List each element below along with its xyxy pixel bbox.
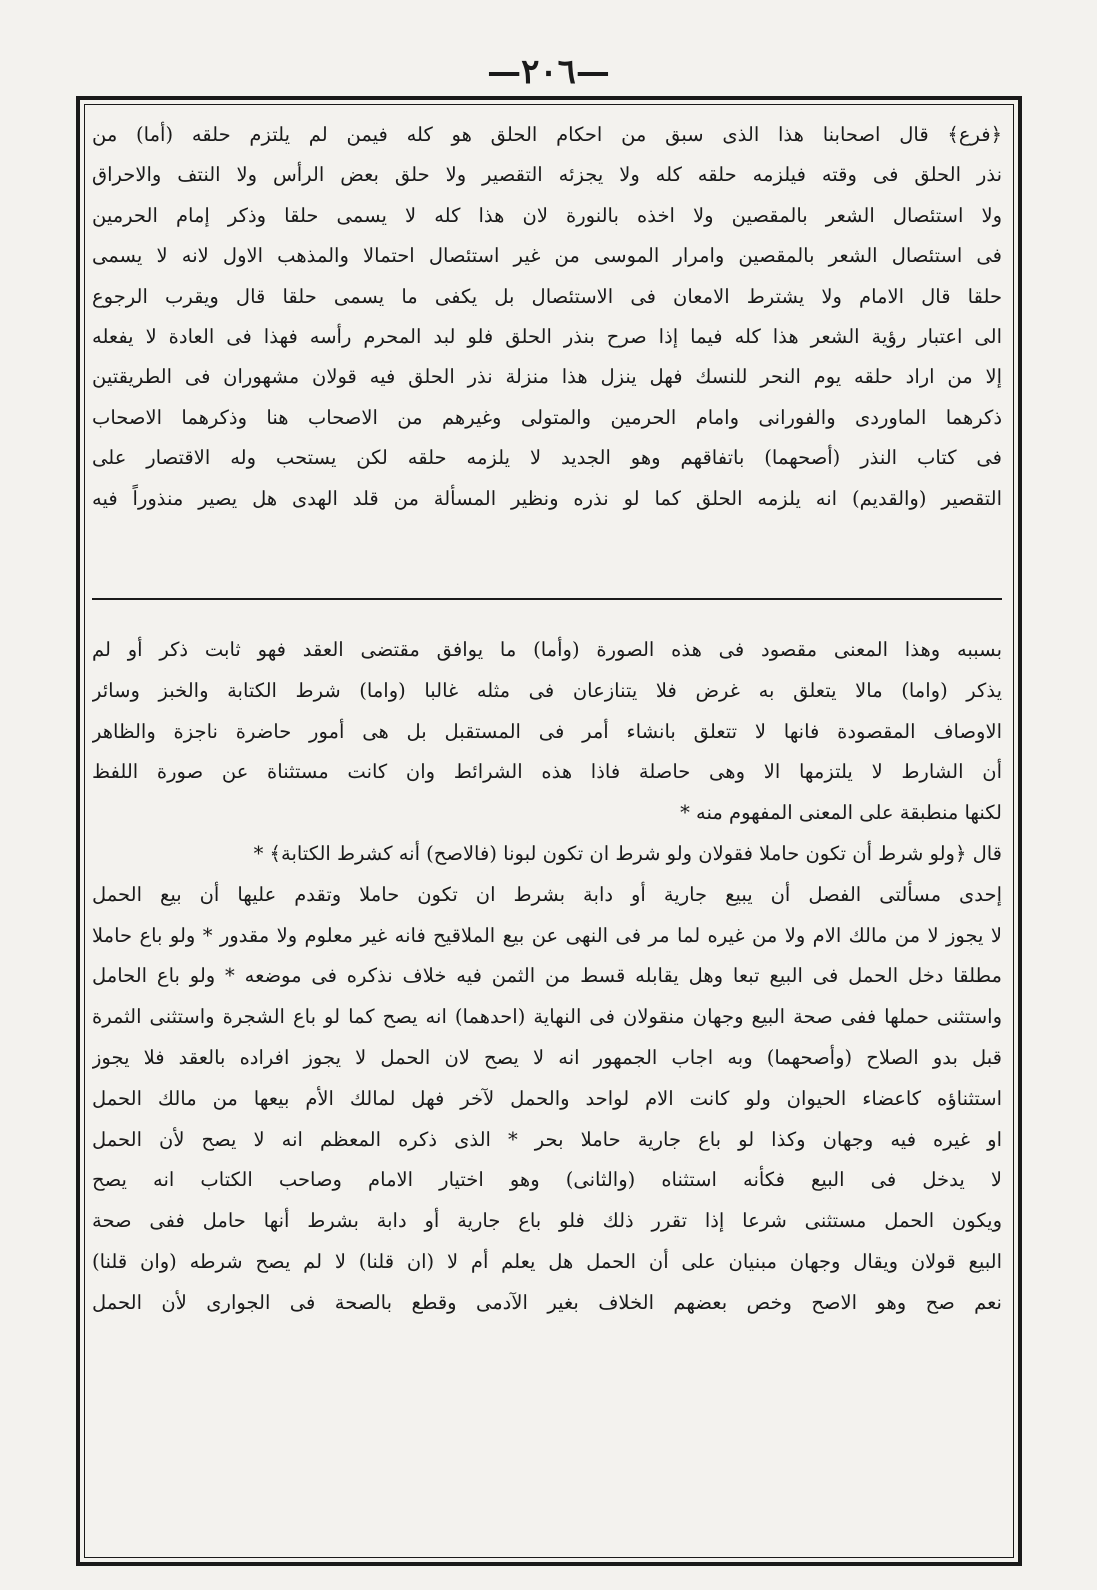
text-line: فى كتاب النذر (أصحهما) باتفاقهم وهو الجديد لا يلزمه حلقه لكن يستحب وله الاقتصار على	[92, 446, 1002, 470]
text-line: إحدى مسألتى الفصل أن يبيع جارية أو دابة بشرط ان تكون حاملا وتقدم عليها أن بيع الحمل	[92, 882, 1002, 906]
text-line: قبل بدو الصلاح (وأصحهما) وبه اجاب الجمهور انه لا يصح لان الحمل لا يجوز افراده بالعقد فلا يجوز	[92, 1045, 1002, 1069]
text-line: أن الشارط لا يلتزمها الا وهى حاصلة فاذا هذه الشرائط وان كانت مستثناة عن صورة اللفظ	[92, 760, 1002, 784]
text-line: ذكرهما الماوردى والفورانى وامام الحرمين والمتولى وغيرهم من الاصحاب هنا وذكرهما الاصحاب	[92, 405, 1002, 429]
text-line: او غيره فيه وجهان وكذا لو باع جارية حاملا بحر * الذى ذكره المعظم انه لا يصح لأن الحمل	[92, 1127, 1002, 1151]
text-line: البيع قولان ويقال وجهان مبنيان على أن الحمل هل يعلم أم لا (ان قلنا) لا لم يصح شرطه (وان قلنا)	[92, 1249, 1002, 1273]
main-text-block	[92, 630, 1002, 1324]
text-line: التقصير (والقديم) انه يلزمه الحلق كما لو نذره ونظير المسألة من قلد الهدى هل يصير منذوراً فيه	[92, 486, 1002, 510]
page-number: —٢٠٦—	[487, 52, 610, 92]
text-line: ولا استئصال الشعر بالمقصين ولا اخذه بالنورة لان هذا كله لا يسمى حلقا وذكر إمام الحرمين	[92, 203, 1002, 227]
text-line: واستثنى حملها ففى صحة البيع وجهان منقولان فى النهاية (احدهما) انه يصح كما لو باع الشجرة واستثنى الثمرة	[92, 1005, 1002, 1029]
text-line: لا يجوز لا من مالك الام ولا من غيره لما مر فى النهى عن بيع الملاقيح فانه غير معلوم ولا مقدور * ولو باع حاملا	[92, 923, 1002, 947]
text-line: يذكر (واما) مالا يتعلق به غرض فلا يتنازعان فى مثله غالبا (واما) شرط الكتابة والخبز وسائر	[92, 678, 1002, 702]
text-line: الاوصاف المقصودة فانها لا تتعلق بانشاء أمر فى المستقبل بل هى أمور حاضرة ناجزة والظاهر	[92, 719, 1002, 743]
text-line: لا يدخل فى البيع فكأنه استثناه (والثانى) وهو اختيار الامام وصاحب الكتاب انه يصح	[92, 1168, 1002, 1192]
text-line: بسببه وهذا المعنى مقصود فى هذه الصورة (وأما) ما يوافق مقتضى العقد فهو ثابت ذكر أو لم	[92, 638, 1002, 661]
text-line: استثناؤه كاعضاء الحيوان ولو كانت الام لواحد والحمل لآخر فهل لمالك الأم بيعها من مالك الحمل	[92, 1086, 1002, 1110]
section-divider	[92, 598, 1002, 600]
text-line: فى استئصال الشعر بالمقصين وامرار الموسى من غير استئصال احتمالا والمذهب الاول لانه لا يسمى	[92, 244, 1002, 268]
text-line: ﴿فرع﴾ قال اصحابنا هذا الذى سبق من احكام الحلق هو كله فيمن لم يلتزم حلقه (أما) من	[92, 123, 1002, 146]
text-line: مطلقا دخل الحمل فى البيع تبعا وهل يقابله قسط من الثمن فيه خلاف نذكره فى موضعه * ولو باع الحامل	[92, 964, 1002, 988]
text-line: لكنها منطبقة على المعنى المفهوم منه *	[680, 801, 1002, 825]
text-line: قال ﴿ولو شرط أن تكون حاملا فقولان ولو شرط ان تكون لبونا (فالاصح) أنه كشرط الكتابة﴾ *	[253, 841, 1002, 865]
text-line: حلقا قال الامام ولا يشترط الامعان فى الاستئصال بل يكفى ما يسمى حلقا قال ويقرب الرجوع	[92, 284, 1002, 308]
commentary-text-block	[92, 115, 1002, 519]
text-line: نعم صح وهو الاصح وخص بعضهم الخلاف بغير الآدمى وقطع بالصحة فى الجوارى لأن الحمل	[92, 1290, 1002, 1314]
text-line: نذر الحلق فى وقته فيلزمه حلقه كله ولا يجزئه التقصير ولا حلق بعض الرأس ولا النتف والاحراق	[92, 163, 1002, 187]
text-line: ويكون الحمل مستثنى شرعا إذا تقرر ذلك فلو باع جارية أو دابة بشرط أنها حامل ففى صحة	[92, 1209, 1002, 1233]
text-line: إلا من اراد حلقه يوم النحر للنسك فهل ينزل هذا منزلة نذر الحلق فيه قولان مشهوران فى الطريقتين	[92, 365, 1002, 389]
text-line: الى اعتبار رؤية الشعر هذا كله فيما إذا صرح بنذر الحلق فلو لبد المحرم رأسه فهذا فى العادة لا يفعله	[92, 324, 1002, 348]
